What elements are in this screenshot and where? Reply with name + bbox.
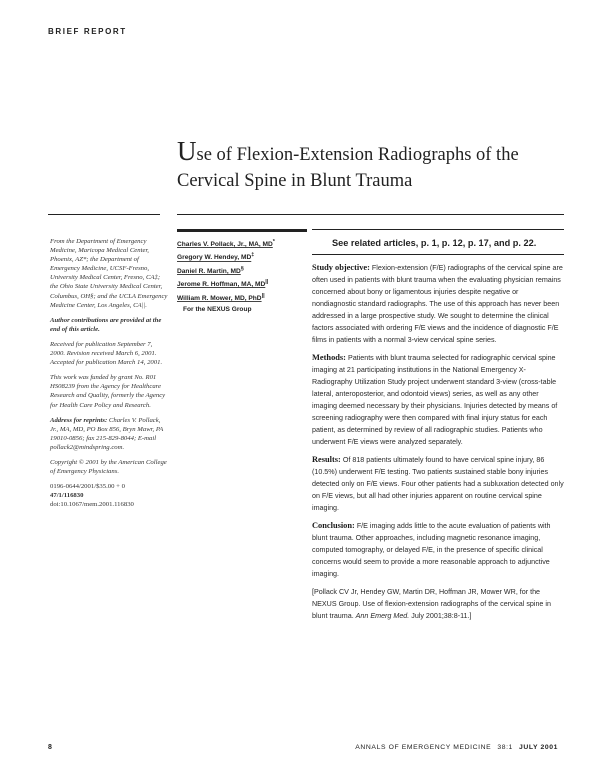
related-top-rule	[312, 229, 564, 230]
methods-text: Patients with blunt trauma selected for radiographic cervical spine imaging at 21 participating institutions in the National Emergency X-Radiography Utilization Study project underwent standard 3-view (cross-table lateral, anteroposterior, and odontoid views) series, as well as any other imaging deemed necessary by their physicians. Injuries detected by means of screening radiography were then compared with final injury status for each patient, as determined by review of all radiographic studies. Patients who underwent F/E views were analyzed separately.	[312, 354, 558, 446]
doi-line-3: doi:10.1067/mem.2001.116830	[50, 501, 134, 509]
abstract	[312, 262, 564, 628]
author-item[interactable]: Jerome R. Hoffman, MA, MD||	[177, 279, 269, 289]
copyright: Copyright © 2001 by the American College of Emergency Physicians.	[50, 458, 167, 476]
abstract-methods	[312, 352, 564, 448]
title-line-1-text: se of Flexion-Extension Radiographs of the	[196, 145, 519, 165]
citation-journal: Ann Emerg Med.	[355, 612, 410, 620]
author-block-rule	[177, 229, 307, 232]
objective-heading: Study objective:	[312, 263, 370, 272]
citation-text: [Pollack CV Jr, Hendey GW, Martin DR, Hoffman JR, Mower WR, for the NEXUS Group. Use of flexion-extension radiographs of the cervical spine in blunt trauma.	[312, 588, 551, 620]
conclusion-heading: Conclusion:	[312, 521, 355, 530]
page-number: 8	[48, 744, 52, 751]
title-line-1	[177, 138, 557, 168]
reprints-note	[50, 416, 168, 452]
article-title	[177, 138, 557, 194]
received-dates: Received for publication September 7, 2000. Revision received March 6, 2001. Accepted for publication March 14, 2001.	[50, 340, 163, 367]
results-heading: Results:	[312, 455, 341, 464]
reprints-label: Address for reprints:	[50, 416, 108, 424]
sidebar-notes	[50, 237, 168, 509]
title-line-2: Cervical Spine in Blunt Trauma	[177, 171, 413, 191]
running-footer	[355, 744, 558, 751]
author-item[interactable]: Gregory W. Hendey, MD‡	[177, 252, 255, 262]
section-label: BRIEF REPORT	[48, 27, 127, 36]
see-related-articles[interactable]: See related articles, p. 1, p. 12, p. 17, and p. 22.	[332, 238, 537, 248]
title-bottom-rule	[177, 214, 564, 215]
citation-end: July 2001;38:8-11.]	[411, 612, 472, 620]
author-item[interactable]: William R. Mower, MD, PhD||	[177, 292, 265, 302]
sidebar-top-rule	[48, 214, 160, 215]
footer-volume: 38:1	[497, 744, 513, 751]
author-contributions: Author contributions are provided at the end of this article.	[50, 316, 162, 333]
author-item[interactable]: Charles V. Pollack, Jr., MA, MD*	[177, 239, 275, 249]
footer-date: JULY 2001	[518, 744, 558, 751]
author-list	[177, 237, 307, 315]
related-bottom-rule	[312, 254, 564, 255]
conclusion-text: F/E imaging adds little to the acute evaluation of patients with blunt trauma. Other approaches, including magnetic resonance imaging, computed tomography, or delayed F/E, in the presence of specific clinical concerns would seem to provide a more reasonable approach to adjunctive imaging.	[312, 522, 551, 578]
citation	[312, 586, 564, 622]
footer-journal: ANNALS OF EMERGENCY MEDICINE	[355, 744, 492, 751]
doi-line-2: 47/1/116830	[50, 492, 84, 500]
methods-heading: Methods:	[312, 353, 346, 362]
reprints-text: Charles V. Pollack, Jr., MA, MD, PO Box 856, Bryn Mawr, PA 19010-0856; fax 215-829-8044; E-mail pollack2@mindspring.com.	[50, 416, 164, 451]
abstract-conclusion	[312, 520, 564, 580]
doi-line-1: 0196-0644/2001/$35.00 + 0	[50, 483, 125, 491]
affiliation: From the Department of Emergency Medicine, Maricopa Medical Center, Phoenix, AZ*; the Department of Emergency Medicine, UCSF-Fresno, University Medical Center, Fresno, CA‡; the Ohio State University Medical Center, Columbus, OH§; and the UCLA Emergency Medicine Center, Los Angeles, CA||.	[50, 238, 168, 309]
objective-text: Flexion-extension (F/E) radiographs of the cervical spine are often used in patients with blunt trauma when the evaluating physician remains concerned about bony or ligamentous injuries despite negative or nondiagnostic standard radiographs. The use of this approach has never been addressed in a large prospective study. We sought to determine the clinical factors associated with ordering F/E views and the incidence of diagnostic F/E films in patients with a normal 3-view cervical spine series.	[312, 264, 563, 344]
abstract-results	[312, 454, 564, 514]
title-initial: U	[177, 136, 197, 166]
author-group: For the NEXUS Group	[183, 305, 252, 313]
author-item[interactable]: Daniel R. Martin, MD§	[177, 265, 244, 275]
results-text: Of 818 patients ultimately found to have cervical spine injury, 86 (10.5%) underwent F/E testing. Two patients sustained stable bony injuries detected only on F/E views. Four other patients had a subluxation detected only on F/E views, but all had other injuries apparent on routine cervical spine imaging.	[312, 456, 564, 512]
abstract-objective	[312, 262, 564, 346]
funding-note: This work was funded by grant No. R01 HS08239 from the Agency for Healthcare Research and Quality, formerly the Agency for Health Care Policy and Research.	[50, 374, 166, 409]
